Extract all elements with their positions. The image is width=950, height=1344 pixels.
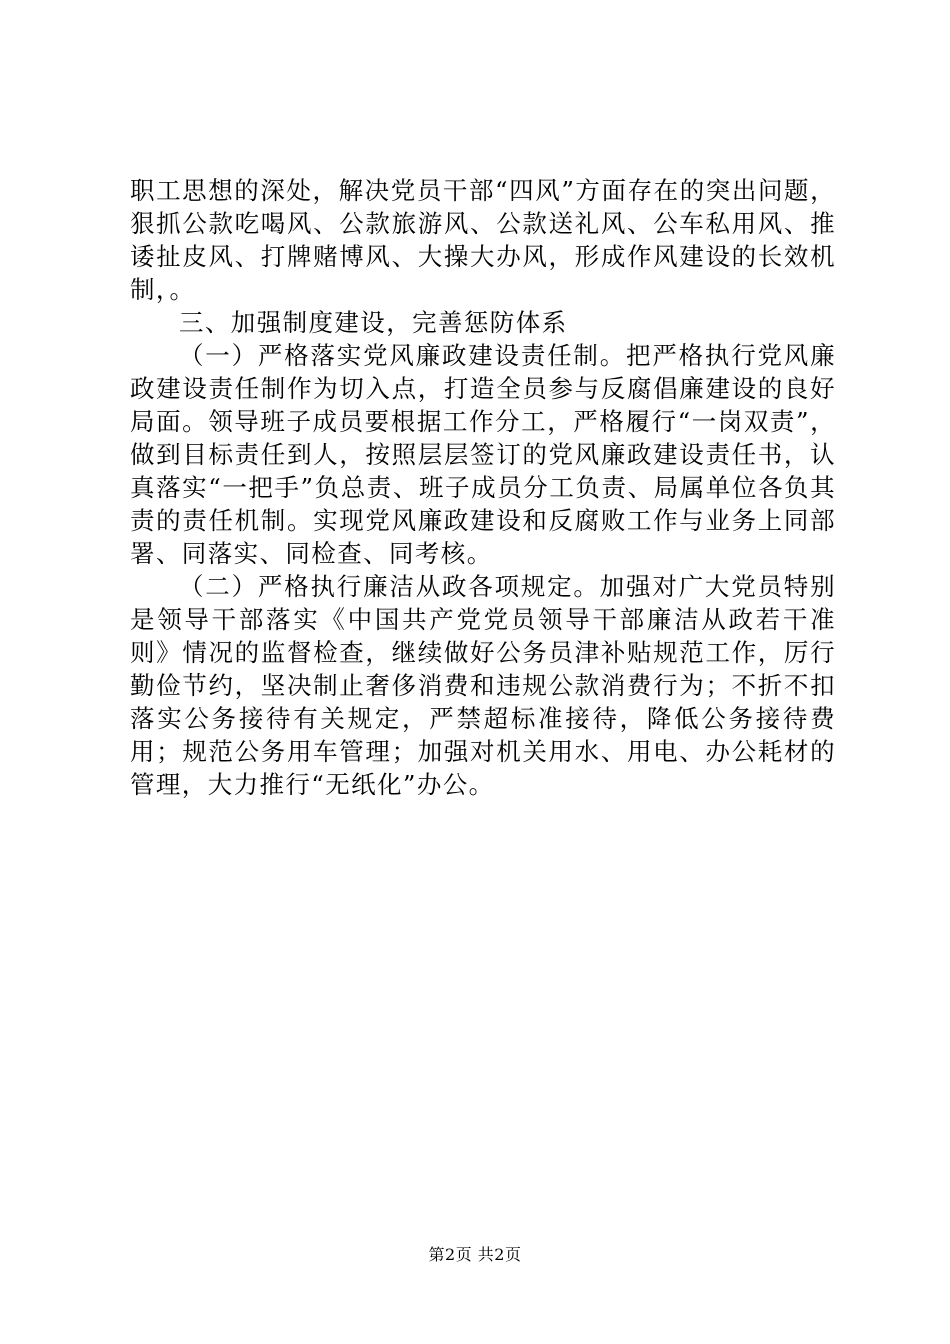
paragraph-item-1: （一）严格落实党风廉政建设责任制。把严格执行党风廉政建设责任制作为切入点，打造全员参与反腐倡廉建设的良好局面。领导班子成员要根据工作分工，严格履行“一岗双责”，做到目标责任到人，按照层层签订的党风廉政建设责任书，认真落实“一把手”负总责、班子成员分工负责、局属单位各负其责的责任机制。实现党风廉政建设和反腐败工作与业务上同部署、同落实、同检查、同考核。: [130, 341, 836, 568]
document-body: [130, 174, 836, 801]
paragraph-continuation: 职工思想的深处，解决党员干部“四风”方面存在的突出问题，狠抓公款吃喝风、公款旅游风、公款送礼风、公车私用风、推诿扯皮风、打牌赌博风、大操大办风，形成作风建设的长效机制，。: [130, 176, 836, 304]
page-number-footer: 第2页 共2页: [428, 1245, 522, 1264]
paragraph-item-2: （二）严格执行廉洁从政各项规定。加强对广大党员特别是领导干部落实《中国共产党党员领导干部廉洁从政若干准则》情况的监督检查，继续做好公务员津补贴规范工作，厉行勤俭节约，坚决制止奢侈消费和违规公款消费行为；不折不扣落实公务接待有关规定，严禁超标准接待，降低公务接待费用；规范公务用车管理；加强对机关用水、用电、办公耗材的管理，大力推行“无纸化”办公。: [130, 572, 836, 799]
section-heading: 三、加强制度建设，完善惩防体系: [179, 308, 568, 337]
